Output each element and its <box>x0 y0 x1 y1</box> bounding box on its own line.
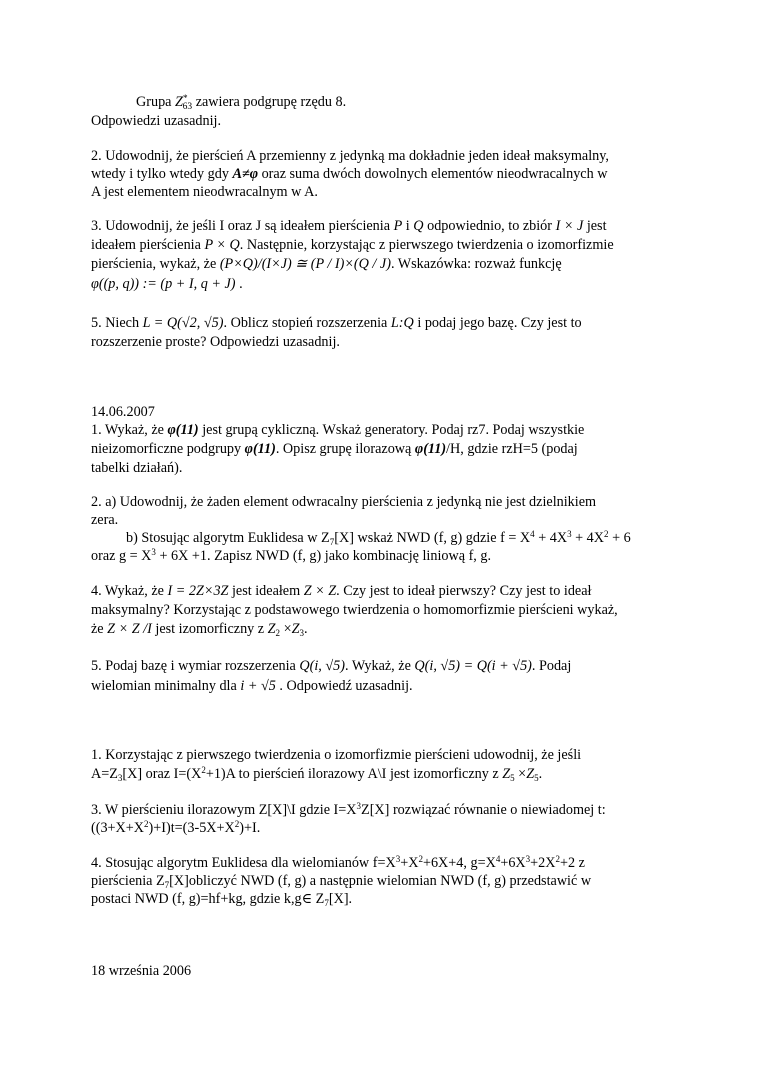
math: Z × Z <box>303 583 337 599</box>
text: rozszerzenie proste? Odpowiedzi uzasadnij. <box>91 334 340 350</box>
text: + 6X +1. Zapisz NWD (f, g) jako kombinację liniową f, g. <box>155 548 492 564</box>
text: i podaj jego bazę. Czy jest to <box>413 315 582 331</box>
text: . <box>235 276 243 292</box>
exponent: 3 <box>567 529 572 539</box>
problem-line <box>91 746 581 764</box>
text: nieizomorficzne podgrupy <box>91 441 245 457</box>
text: 5. Podaj bazę i wymiar rozszerzenia <box>91 658 300 674</box>
text: i <box>402 218 414 234</box>
exponent: 2 <box>144 819 149 829</box>
math: A≠φ <box>232 166 259 182</box>
math: P × Q <box>204 237 240 253</box>
problem-line <box>91 217 607 235</box>
text: . Wskazówka: rozważ funkcję <box>390 256 562 272</box>
text: jest <box>583 218 607 234</box>
text: Odpowiedzi uzasadnij. <box>91 113 222 129</box>
text: pierścienia Z <box>91 873 165 889</box>
exponent: 2 <box>201 765 206 775</box>
text: jest grupą cykliczną. Wskaż generatory. Podaj rz7. Podaj wszystkie <box>198 422 585 438</box>
math: φ(11) <box>414 441 447 457</box>
text: ideałem pierścienia <box>91 237 205 253</box>
text: odpowiednio, to zbiór <box>423 218 556 234</box>
exponent: 2 <box>604 529 609 539</box>
text: + 6 <box>608 530 631 546</box>
math: L:Q <box>390 315 414 331</box>
problem-line <box>91 801 606 819</box>
text: )+I)t=(3-5X+X <box>148 820 235 836</box>
text: +2 z <box>560 855 585 871</box>
date-heading <box>91 962 191 980</box>
text: pierścienia, wykaż, że <box>91 256 220 272</box>
math: I = 2Z×3Z <box>167 583 229 599</box>
subscript: 7 <box>164 880 170 890</box>
text: )+I. <box>239 820 261 836</box>
math: Z <box>175 94 183 110</box>
exponent: 4 <box>495 854 501 864</box>
text: 1. Wykaż, że <box>91 422 168 438</box>
math: P <box>393 218 403 234</box>
text: 3. Udowodnij, że jeśli I oraz J są ideałem pierścienia <box>91 218 394 234</box>
problem-line <box>91 547 491 565</box>
problem-line <box>91 819 260 837</box>
text: [X] wskaż NWD (f, g) gdzie f = X <box>334 530 531 546</box>
problem-line <box>91 147 609 165</box>
math: × <box>514 766 527 782</box>
text: 5. Niech <box>91 315 143 331</box>
problem-line <box>91 421 584 439</box>
problem-line <box>91 165 607 183</box>
math: φ((p, q)) := (p + I, q + J) <box>91 276 236 292</box>
text: jest ideałem <box>228 583 304 599</box>
exponent: 3 <box>525 854 531 864</box>
exponent: 4 <box>530 529 535 539</box>
text: A=Z <box>91 766 118 782</box>
subscript: 2 <box>275 628 281 638</box>
text: maksymalny? Korzystając z podstawowego twierdzenia o homomorfizmie pierścieni wykaż, <box>91 602 618 618</box>
text: . <box>304 621 308 637</box>
problem-line <box>91 440 578 458</box>
math: * <box>182 94 188 104</box>
problem-line <box>91 493 596 511</box>
text: 14.06.2007 <box>91 404 155 420</box>
problem-line <box>91 620 308 638</box>
math: Z <box>291 621 300 637</box>
text: /H, gdzie rzH=5 (podaj <box>446 441 578 457</box>
math: φ(11) <box>244 441 276 457</box>
problem-line <box>91 275 243 293</box>
text: Z[X] rozwiązać równanie o niewiadomej t: <box>361 802 606 818</box>
exponent: 3 <box>151 547 156 557</box>
problem-line <box>91 890 352 908</box>
text: wtedy i tylko wtedy gdy <box>91 166 233 182</box>
text: [X] oraz I=(X <box>122 766 202 782</box>
exponent: 3 <box>356 801 362 811</box>
problem-line <box>136 93 346 111</box>
problem-line <box>91 255 562 273</box>
text: [X]obliczyć NWD (f, g) a następnie wielomian NWD (f, g) przedstawić w <box>169 873 592 889</box>
problem-line <box>91 112 221 130</box>
text: . Oblicz stopień rozszerzenia <box>223 315 391 331</box>
math: φ(11) <box>167 422 199 438</box>
text: . Następnie, korzystając z pierwszego twierdzenia o izomorfizmie <box>239 237 614 253</box>
text: [X]. <box>328 891 353 907</box>
text: 18 września 2006 <box>91 963 192 979</box>
text: +6X+4, g=X <box>422 855 496 871</box>
subscript: 5 <box>534 773 539 783</box>
exponent: 2 <box>555 854 561 864</box>
text: + 4X <box>534 530 568 546</box>
subscript: 7 <box>329 537 335 547</box>
math: Q(i, √5) = Q(i + √5) <box>414 658 532 674</box>
math: (P×Q)/(I×J) ≅ (P / I)×(Q / J) <box>219 256 391 272</box>
problem-line <box>126 529 631 547</box>
text: jest izomorficzny z <box>151 621 268 637</box>
text: 2. a) Udowodnij, że żaden element odwracalny pierścienia z jedynką nie jest dzielnikiem <box>91 494 597 510</box>
problem-line <box>91 333 340 351</box>
subscript: 5 <box>510 773 515 783</box>
text: tabelki działań). <box>91 460 183 476</box>
problem-line <box>91 511 118 529</box>
math: Z <box>267 621 276 637</box>
text: . Opisz grupę ilorazową <box>275 441 415 457</box>
problem-line <box>91 657 571 675</box>
text: wielomian minimalny dla <box>91 678 241 694</box>
math: × <box>280 621 292 637</box>
text: 1. Korzystając z pierwszego twierdzenia o izomorfizmie pierścieni udowodnij, że jeśli <box>91 747 582 763</box>
exponent: 2 <box>418 854 423 864</box>
text: oraz suma dwóch dowolnych elementów nieodwracalnych w <box>258 166 608 182</box>
text: . Podaj <box>531 658 572 674</box>
text: +6X <box>500 855 526 871</box>
problem-line <box>91 601 618 619</box>
problem-line <box>91 677 413 695</box>
text: A jest elementem nieodwracalnym w A. <box>91 184 318 200</box>
text: zera. <box>91 512 119 528</box>
text: . Czy jest to ideał pierwszy? Czy jest to ideał <box>336 583 592 599</box>
text: +2X <box>530 855 556 871</box>
subscript: 3 <box>117 773 123 783</box>
text: + 4X <box>571 530 605 546</box>
text: . <box>538 766 543 782</box>
subscript: 7 <box>324 898 329 908</box>
problem-line <box>91 872 591 890</box>
math: i + √5 <box>240 678 276 694</box>
math: Q(i, √5) <box>299 658 346 674</box>
math: 63 <box>182 102 193 112</box>
problem-line <box>91 459 182 477</box>
problem-line <box>91 236 614 254</box>
text: oraz g = X <box>91 548 152 564</box>
text: zawiera podgrupę rzędu 8. <box>192 94 347 110</box>
problem-line <box>91 854 585 872</box>
text: postaci NWD (f, g)=hf+kg, gdzie k,g∈ Z <box>91 891 325 907</box>
text: . Odpowiedź uzasadnij. <box>275 678 413 694</box>
problem-line <box>91 582 591 600</box>
problem-line <box>91 183 318 201</box>
text: Grupa <box>136 94 176 110</box>
text: 4. Stosując algorytm Euklidesa dla wielomianów f=X <box>91 855 396 871</box>
math: Z <box>526 766 535 782</box>
math: I × J <box>555 218 584 234</box>
math: Q <box>413 218 424 234</box>
math: Z <box>502 766 511 782</box>
text: +X <box>400 855 419 871</box>
text: że <box>91 621 108 637</box>
text: b) Stosując algorytm Euklidesa w Z <box>126 530 330 546</box>
problem-line <box>91 314 582 332</box>
text: 4. Wykaż, że <box>91 583 168 599</box>
math: Z × Z /I <box>107 621 152 637</box>
text: ((3+X+X <box>91 820 145 836</box>
exponent: 2 <box>234 819 240 829</box>
text: +1)A to pierścień ilorazowy A\I jest izomorficzny z <box>205 766 503 782</box>
exponent: 3 <box>395 854 401 864</box>
subscript: 3 <box>299 628 304 638</box>
math: L = Q(√2, √5) <box>142 315 224 331</box>
problem-line <box>91 765 542 783</box>
text: 3. W pierścieniu ilorazowym Z[X]\I gdzie I=X <box>91 802 357 818</box>
text: . Wykaż, że <box>345 658 415 674</box>
text: 2. Udowodnij, że pierścień A przemienny z jedynką ma dokładnie jeden ideał maksymalny, <box>91 148 609 164</box>
date-heading <box>91 403 155 421</box>
